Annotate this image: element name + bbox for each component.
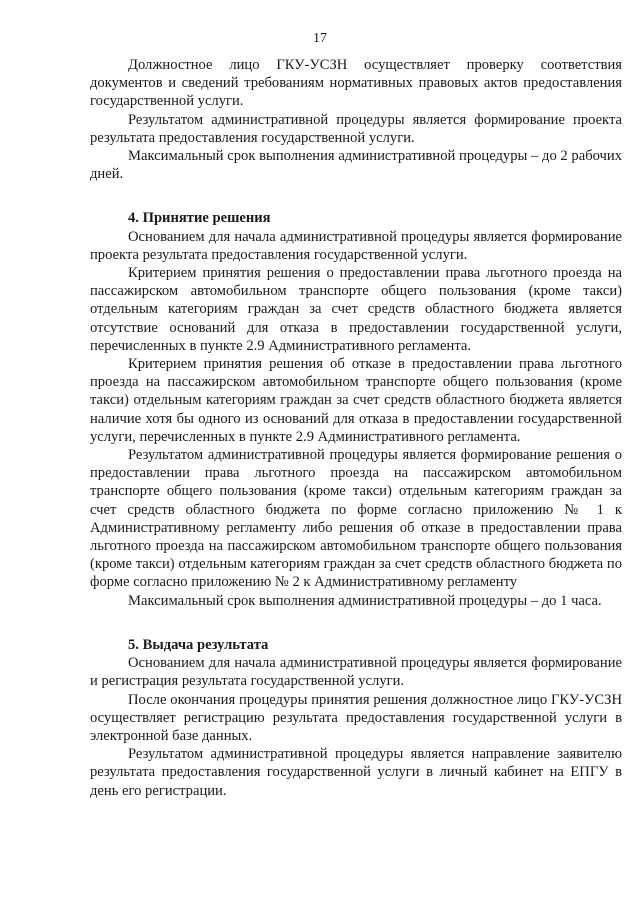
section-heading-4: 4. Принятие решения <box>128 210 271 227</box>
paragraph: Основанием для начала административной процедуры является формирование и регистрация результата государственной услуги. <box>90 655 622 690</box>
paragraph: После окончания процедуры принятия решения должностное лицо ГКУ-УСЗН осуществляет регистрацию результата предоставления государственной услуги в электронной базе данных. <box>90 691 622 744</box>
paragraph: Результатом административной процедуры является направление заявителю результата предоставления государственной услуги в личный кабинет на ЕПГУ в день его регистрации. <box>90 746 622 799</box>
document-body <box>90 56 622 800</box>
section-heading-5: 5. Выдача результата <box>128 636 269 653</box>
paragraph: Критерием принятия решения о предоставлении права льготного проезда на пассажирском автомобильном транспорте общего пользования (кроме такси) отдельным категориям граждан за счет средств областного бюджета является отсутствие оснований для отказа в предоставлении государственной услуги, перечисленных в пункте 2.9 Административного регламента. <box>90 265 622 354</box>
paragraph: Максимальный срок выполнения административной процедуры – до 1 часа. <box>128 592 602 609</box>
paragraph: Основанием для начала административной процедуры является формирование проекта результата предоставления государственной услуги. <box>90 228 622 263</box>
paragraph: Результатом административной процедуры является формирование проекта результата предоставления государственной услуги. <box>90 111 622 146</box>
paragraph: Должностное лицо ГКУ-УСЗН осуществляет проверку соответствия документов и сведений требованиям нормативных правовых актов предоставления государственной услуги. <box>90 57 622 110</box>
page-number: 17 <box>313 31 327 46</box>
paragraph: Критерием принятия решения об отказе в предоставлении права льготного проезда на пассажирском автомобильном транспорте общего пользования (кроме такси) отдельным категориям граждан за счет средств областного бюджета является наличие хотя бы одного из оснований для отказа в предоставлении государственной услуги, перечисленных в пункте 2.9 Административного регламента. <box>90 356 622 445</box>
paragraph: Максимальный срок выполнения административной процедуры – до 2 рабочих дней. <box>90 148 622 183</box>
paragraph: Результатом административной процедуры является формирование решения о предоставлении права льготного проезда на пассажирском автомобильном транспорте общего пользования (кроме такси) отдельным категориям граждан за счет средств областного бюджета по форме согласно приложению № 1 к Административному регламенту либо решения об отказе в предоставлении права льготного проезда на пассажирском автомобильном транспорте общего пользования (кроме такси) отдельным категориям граждан за счет средств областного бюджета по форме согласно приложению № 2 к Административному регламенту <box>90 447 622 591</box>
